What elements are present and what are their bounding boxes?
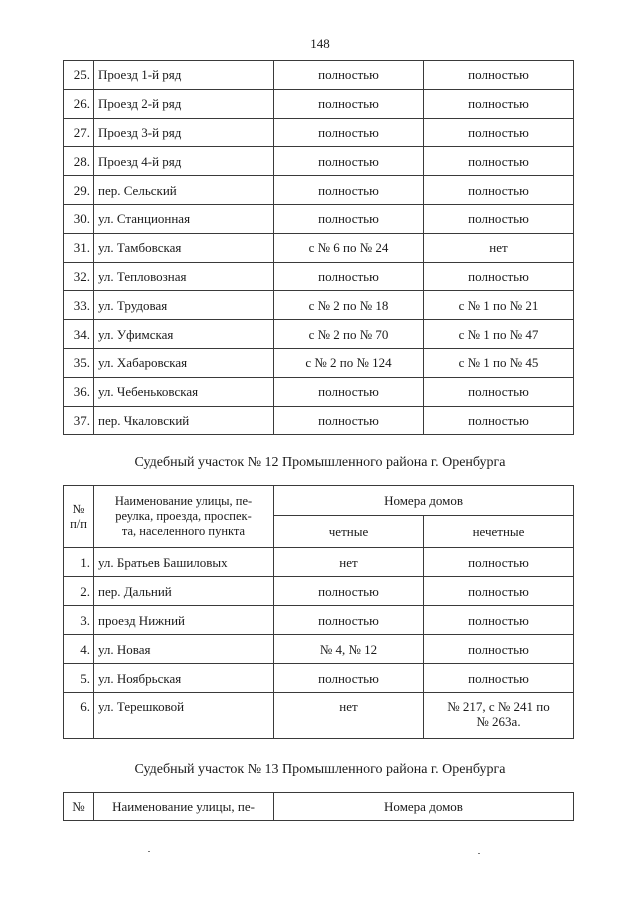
table-row xyxy=(64,377,574,406)
odd-houses: полностью xyxy=(424,89,574,118)
header-even-cell: четные xyxy=(274,516,424,548)
even-houses: полностью xyxy=(274,89,424,118)
table-row xyxy=(64,291,574,320)
header-name-cell xyxy=(94,486,274,548)
section-heading-12: Судебный участок № 12 Промышленного района г. Оренбурга xyxy=(134,455,506,470)
street-name: ул. Братьев Башиловых xyxy=(94,548,274,577)
even-houses: полностью xyxy=(274,606,424,635)
odd-houses: полностью xyxy=(424,548,574,577)
streets-table-continued xyxy=(63,60,574,435)
even-houses: полностью xyxy=(274,147,424,176)
street-name: Проезд 1-й ряд xyxy=(94,61,274,90)
street-name: ул. Терешковой xyxy=(94,693,274,739)
row-number: 1. xyxy=(64,548,94,577)
row-number: 33. xyxy=(64,291,94,320)
page-number: 148 xyxy=(310,36,330,51)
table-row xyxy=(64,664,574,693)
table-row xyxy=(64,348,574,377)
odd-houses: полностью xyxy=(424,118,574,147)
table-row xyxy=(64,204,574,233)
odd-houses: полностью xyxy=(424,262,574,291)
row-number: 29. xyxy=(64,176,94,205)
row-number: 6. xyxy=(64,693,94,739)
table-row xyxy=(64,635,574,664)
even-houses: полностью xyxy=(274,61,424,90)
street-name: ул. Трудовая xyxy=(94,291,274,320)
streets-table-section-12 xyxy=(63,485,574,739)
row-number: 4. xyxy=(64,635,94,664)
row-number: 26. xyxy=(64,89,94,118)
odd-houses: с № 1 по № 21 xyxy=(424,291,574,320)
row-number: 5. xyxy=(64,664,94,693)
header-houses-cell: Номера домов xyxy=(274,793,574,821)
even-houses: нет xyxy=(274,693,424,739)
street-name: ул. Новая xyxy=(94,635,274,664)
street-name: ул. Уфимская xyxy=(94,320,274,349)
even-houses: с № 2 по № 18 xyxy=(274,291,424,320)
header-odd-cell: нечетные xyxy=(424,516,574,548)
table-header-row xyxy=(64,793,574,821)
section-heading-13: Судебный участок № 13 Промышленного района г. Оренбурга xyxy=(134,762,506,777)
row-number: 27. xyxy=(64,118,94,147)
row-number: 28. xyxy=(64,147,94,176)
odd-houses-line1: № 217, с № 241 по xyxy=(447,699,550,714)
header-houses-cell: Номера домов xyxy=(274,486,574,516)
header-number-line2: п/п xyxy=(70,516,87,531)
odd-houses: полностью xyxy=(424,635,574,664)
row-number: 35. xyxy=(64,348,94,377)
odd-houses-line2: № 263а. xyxy=(476,714,521,729)
street-name: Проезд 3-й ряд xyxy=(94,118,274,147)
table-row xyxy=(64,233,574,262)
odd-houses: с № 1 по № 45 xyxy=(424,348,574,377)
even-houses: с № 6 по № 24 xyxy=(274,233,424,262)
street-name: пер. Сельский xyxy=(94,176,274,205)
odd-houses: полностью xyxy=(424,406,574,435)
table-row xyxy=(64,548,574,577)
even-houses: полностью xyxy=(274,262,424,291)
row-number: 36. xyxy=(64,377,94,406)
header-name-line2: реулка, проезда, проспек- xyxy=(115,509,252,523)
row-number: 25. xyxy=(64,61,94,90)
odd-houses: полностью xyxy=(424,377,574,406)
odd-houses: полностью xyxy=(424,606,574,635)
street-name: Проезд 4-й ряд xyxy=(94,147,274,176)
street-name: ул. Чебеньковская xyxy=(94,377,274,406)
odd-houses: полностью xyxy=(424,176,574,205)
table-header-row xyxy=(64,486,574,516)
streets-table-section-13 xyxy=(63,792,574,821)
table-row xyxy=(64,262,574,291)
row-number: 32. xyxy=(64,262,94,291)
street-name: ул. Ноябрьская xyxy=(94,664,274,693)
row-number: 2. xyxy=(64,577,94,606)
table-row xyxy=(64,118,574,147)
table-row xyxy=(64,320,574,349)
scan-speck xyxy=(478,853,480,854)
header-number-cell: № xyxy=(64,793,94,821)
header-name-line3: та, населенного пункта xyxy=(121,524,246,538)
even-houses: полностью xyxy=(274,204,424,233)
street-name: пер. Дальний xyxy=(94,577,274,606)
row-number: 34. xyxy=(64,320,94,349)
even-houses: полностью xyxy=(274,118,424,147)
street-name: Проезд 2-й ряд xyxy=(94,89,274,118)
odd-houses: с № 1 по № 47 xyxy=(424,320,574,349)
row-number: 31. xyxy=(64,233,94,262)
header-name-cell: Наименование улицы, пе- xyxy=(94,793,274,821)
row-number: 37. xyxy=(64,406,94,435)
header-number-cell xyxy=(64,486,94,548)
street-name: проезд Нижний xyxy=(94,606,274,635)
street-name: ул. Хабаровская xyxy=(94,348,274,377)
table-row xyxy=(64,406,574,435)
header-name-line1: Наименование улицы, пе- xyxy=(114,494,253,508)
odd-houses: полностью xyxy=(424,204,574,233)
table-row xyxy=(64,89,574,118)
odd-houses: полностью xyxy=(424,577,574,606)
row-number: 30. xyxy=(64,204,94,233)
odd-houses: нет xyxy=(424,233,574,262)
table-row xyxy=(64,176,574,205)
even-houses: № 4, № 12 xyxy=(274,635,424,664)
street-name: пер. Чкаловский xyxy=(94,406,274,435)
odd-houses xyxy=(424,693,574,739)
even-houses: полностью xyxy=(274,664,424,693)
even-houses: с № 2 по № 124 xyxy=(274,348,424,377)
table-row xyxy=(64,693,574,739)
table-row xyxy=(64,577,574,606)
street-name: ул. Станционная xyxy=(94,204,274,233)
even-houses: с № 2 по № 70 xyxy=(274,320,424,349)
even-houses: полностью xyxy=(274,406,424,435)
table-row xyxy=(64,147,574,176)
table-row xyxy=(64,606,574,635)
odd-houses: полностью xyxy=(424,61,574,90)
street-name: ул. Тамбовская xyxy=(94,233,274,262)
table-row xyxy=(64,61,574,90)
even-houses: нет xyxy=(274,548,424,577)
even-houses: полностью xyxy=(274,577,424,606)
header-number-line1: № xyxy=(72,501,85,516)
street-name: ул. Тепловозная xyxy=(94,262,274,291)
even-houses: полностью xyxy=(274,176,424,205)
scan-speck xyxy=(148,851,150,852)
row-number: 3. xyxy=(64,606,94,635)
odd-houses: полностью xyxy=(424,147,574,176)
odd-houses: полностью xyxy=(424,664,574,693)
even-houses: полностью xyxy=(274,377,424,406)
